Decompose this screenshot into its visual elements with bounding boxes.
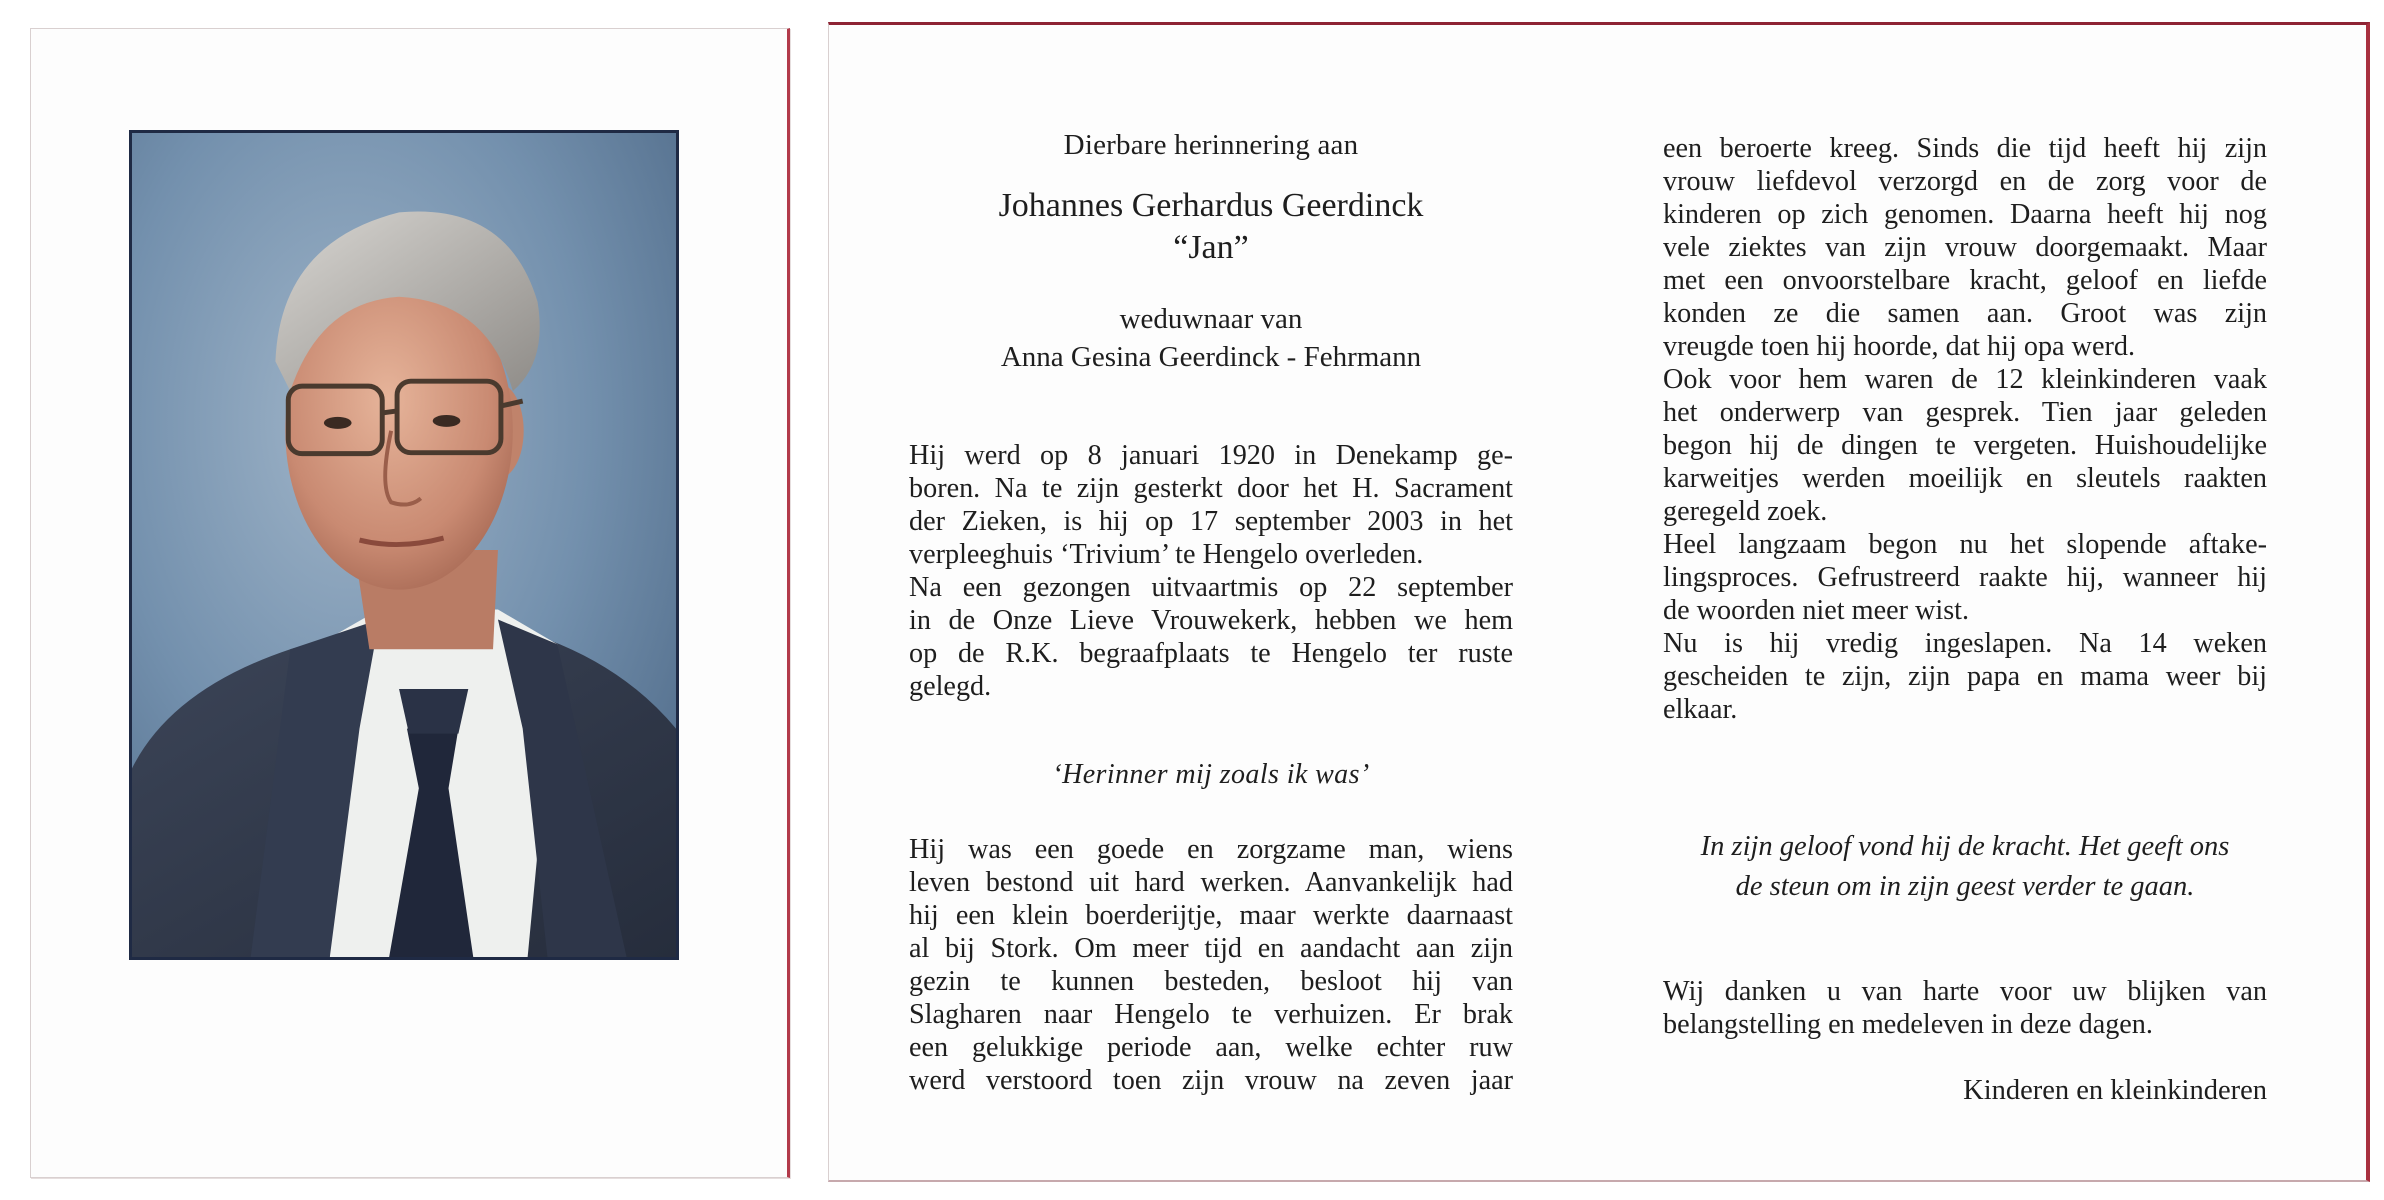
text-line: Na een gezongen uitvaartmis op 22 september	[909, 572, 1513, 603]
text-line: boren. Na te zijn gesterkt door het H. Sacrament	[909, 473, 1513, 504]
text-line: gezin te kunnen besteden, besloot hij van	[909, 966, 1513, 997]
text-line: op de R.K. begraafplaats te Hengelo ter ruste	[909, 638, 1513, 669]
text-line: een gelukkige periode aan, welke echter ruw	[909, 1032, 1513, 1063]
text-line: leven bestond uit hard werken. Aanvankelijk had	[909, 867, 1513, 898]
faith-quote-line: de steun om in zijn geest verder te gaan.	[1735, 871, 2195, 902]
paragraph-illness	[1663, 132, 2267, 726]
text-line: met een onvoorstelbare kracht, geloof en liefde	[1663, 265, 2267, 296]
text-line: Hij werd op 8 januari 1920 in Denekamp ge-	[909, 440, 1513, 471]
full-name: Johannes Gerhardus Geerdinck	[998, 187, 1424, 224]
text-column-left	[909, 25, 1513, 1180]
text-line: karweitjes werden moeilijk en sleutels raakten	[1663, 463, 2267, 494]
text-line: vele ziektes van zijn vrouw doorgemaakt. Maar	[1663, 232, 2267, 263]
text-column-right	[1663, 25, 2267, 1180]
text-line: kinderen op zich genomen. Daarna heeft hij nog	[1663, 199, 2267, 230]
text-line: in de Onze Lieve Vrouwekerk, hebben we hem	[909, 605, 1513, 636]
text-line: al bij Stork. Om meer tijd en aandacht aan zijn	[909, 933, 1513, 964]
text-line: een beroerte kreeg. Sinds die tijd heeft hij zijn	[1663, 133, 2267, 164]
text-line: Ook voor hem waren de 12 kleinkinderen vaak	[1663, 364, 2267, 395]
text-line: lingsproces. Gefrustreerd raakte hij, wanneer hij	[1663, 562, 2267, 593]
nickname: “Jan”	[1173, 229, 1249, 266]
paragraph-birth-death	[909, 439, 1513, 703]
faith-quote	[1663, 827, 2267, 907]
paragraph-thanks	[1663, 975, 2267, 1041]
text-line: belangstelling en medeleven in deze dagen.	[1663, 1009, 2153, 1040]
text-line: het onderwerp van gesprek. Tien jaar geleden	[1663, 397, 2267, 428]
photo-card	[30, 28, 790, 1178]
text-line: gelegd.	[909, 671, 992, 702]
text-line: vrouw liefdevol verzorgd en de zorg voor de	[1663, 166, 2267, 197]
faith-quote-line: In zijn geloof vond hij de kracht. Het geeft ons	[1700, 831, 2230, 862]
text-line: vreugde toen hij hoorde, dat hij opa werd.	[1663, 331, 2136, 362]
portrait-image	[132, 133, 676, 957]
deceased-name	[909, 185, 1513, 269]
text-line: Heel langzaam begon nu het slopende aftake-	[1663, 529, 2267, 560]
spouse-name: Anna Gesina Geerdinck - Fehrmann	[1000, 341, 1422, 373]
intro-line: Dierbare herinnering aan	[1063, 129, 1359, 161]
text-line: Hij was een goede en zorgzame man, wiens	[909, 834, 1513, 865]
text-line: de woorden niet meer wist.	[1663, 595, 1970, 626]
widower-block	[909, 300, 1513, 376]
text-line: gescheiden te zijn, zijn papa en mama weer bij	[1663, 661, 2267, 692]
text-line: verpleeghuis ‘Trivium’ te Hengelo overleden.	[909, 539, 1424, 570]
text-card	[828, 22, 2370, 1182]
text-line: werd verstoord toen zijn vrouw na zeven jaar	[909, 1065, 1513, 1096]
text-line: Wij danken u van harte voor uw blijken van	[1663, 976, 2267, 1007]
text-line: begon hij de dingen te vergeten. Huishoudelijke	[1663, 430, 2267, 461]
text-line: elkaar.	[1663, 694, 1738, 725]
paragraph-life	[909, 833, 1513, 1097]
text-line: konden ze die samen aan. Groot was zijn	[1663, 298, 2267, 329]
widower-label: weduwnaar van	[1119, 303, 1303, 335]
text-line: Nu is hij vredig ingeslapen. Na 14 weken	[1663, 628, 2267, 659]
portrait-photo	[129, 130, 679, 960]
text-line: geregeld zoek.	[1663, 496, 1828, 527]
text-line: Slagharen naar Hengelo te verhuizen. Er brak	[909, 999, 1513, 1030]
text-line: der Zieken, is hij op 17 september 2003 in het	[909, 506, 1513, 537]
text-line: hij een klein boerderijtje, maar werkte daarnaast	[909, 900, 1513, 931]
signoff: Kinderen en kleinkinderen	[1963, 1075, 2267, 1106]
memorial-quote: ‘Herinner mij zoals ik was’	[1052, 759, 1370, 790]
